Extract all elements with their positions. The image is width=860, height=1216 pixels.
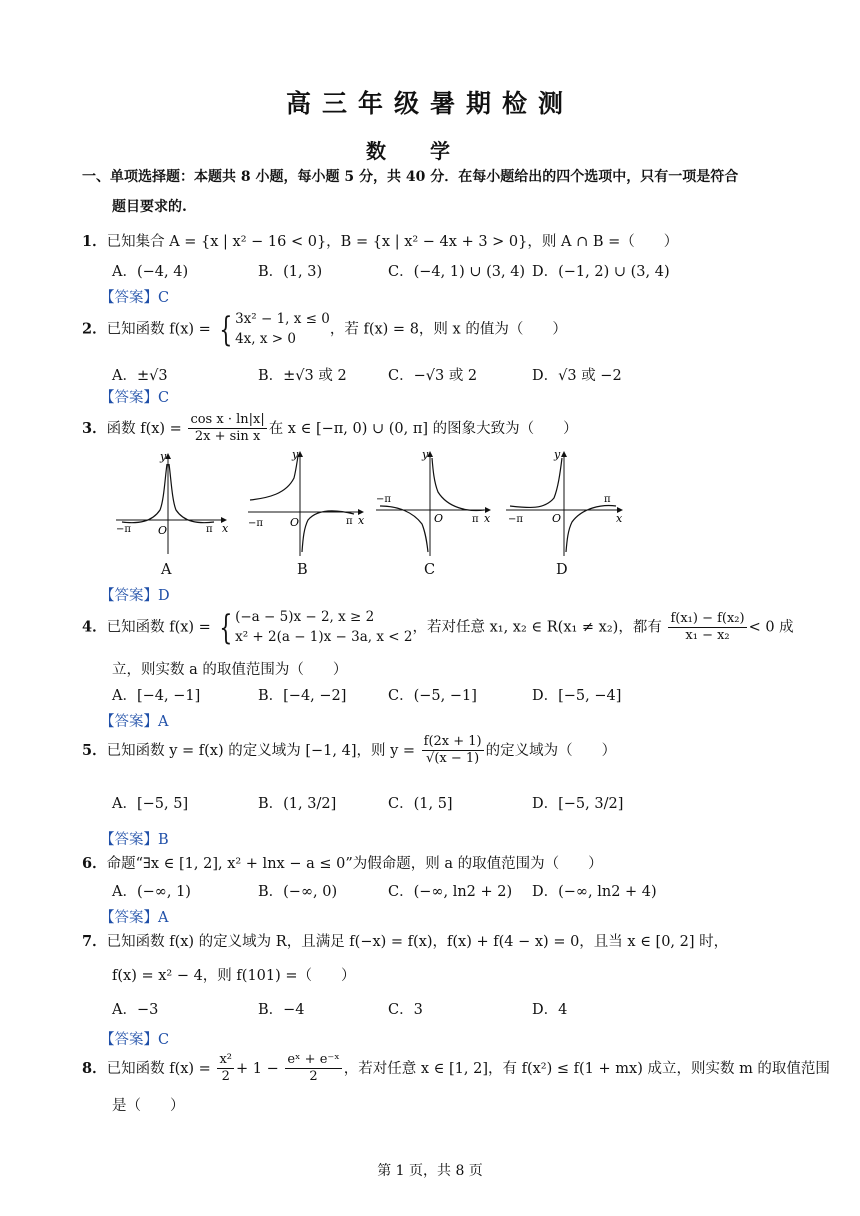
option-b: B．[−4, −2]: [258, 688, 347, 704]
answer-value: D: [158, 588, 170, 604]
axis-label: x: [616, 512, 623, 525]
fraction-denominator: 2x + sin x: [194, 429, 261, 445]
question-4-cont: 立，则实数 a 的取值范围为（ ）: [112, 662, 348, 678]
question-2: [82, 310, 567, 349]
question-7: [82, 930, 728, 951]
axis-label: y: [422, 448, 429, 461]
brace-symbol: {: [219, 309, 233, 350]
axis-label: x: [222, 522, 229, 535]
fraction-numerator: f(2x + 1): [422, 734, 484, 751]
fraction-numerator: eˣ + e⁻ˣ: [285, 1052, 341, 1069]
question-7-cont: f(x) = x² − 4，则 f(101) =（ ）: [112, 968, 356, 984]
fraction: [217, 1052, 234, 1086]
option-c: C．3: [388, 1002, 423, 1018]
question-number: 6．: [82, 855, 107, 872]
question-number: 7．: [82, 933, 107, 950]
brace-symbol: {: [219, 607, 233, 648]
option-c: C．(1, 5]: [388, 796, 453, 812]
question-3: [82, 412, 578, 446]
axis-label: −π: [508, 514, 523, 525]
fraction-numerator: x²: [217, 1052, 234, 1069]
axis-label: x: [358, 514, 365, 527]
question-number: 1．: [82, 233, 107, 250]
option-d: D．(−1, 2) ∪ (3, 4): [532, 264, 670, 280]
answer-label: 【答案】: [100, 390, 158, 406]
question-stem: 已知函数 f(x) =: [106, 619, 211, 636]
axis-label: y: [292, 448, 299, 461]
option-b: B．−4: [258, 1002, 305, 1018]
answer-value: C: [158, 290, 170, 306]
case-2: x² + 2(a − 1)x − 3a, x < 2: [235, 628, 413, 645]
axis-label: y: [160, 450, 167, 463]
question-number: 5．: [82, 741, 107, 759]
option-b: B．±√3 或 2: [258, 368, 347, 384]
question-stem: 已知函数 f(x) =: [106, 321, 211, 338]
answer-label: 【答案】: [100, 588, 158, 604]
question-stem-mid: ，若对任意 x₁, x₂ ∈ R(x₁ ≠ x₂)，都有: [412, 619, 662, 636]
axis-label: O: [290, 516, 300, 529]
option-d: D．√3 或 −2: [532, 368, 622, 384]
graph-label-c: C: [424, 562, 436, 578]
graph-label-b: B: [297, 562, 308, 578]
option-a: A．[−4, −1]: [112, 688, 201, 704]
option-d: D．[−5, 3/2]: [532, 796, 624, 812]
question-stem: 已知函数 f(x) 的定义域为 R，且满足 f(−x) = f(x)，f(x) + f(4 − x) = 0，且当 x ∈ [0, 2] 时，: [106, 934, 729, 950]
graph-label-d: D: [556, 562, 568, 578]
option-c: C．(−4, 1) ∪ (3, 4): [388, 264, 526, 280]
graph-label-a: A: [161, 562, 172, 578]
graph-a: [116, 450, 229, 554]
fraction: [285, 1052, 341, 1086]
question-1: [82, 230, 678, 251]
option-c: C．−√3 或 2: [388, 368, 478, 384]
axis-label: π: [206, 524, 213, 535]
fraction: [668, 611, 746, 645]
axis-label: π: [604, 494, 611, 505]
page-title: 高三年级暑期检测: [285, 89, 574, 118]
option-d: D．[−5, −4]: [532, 688, 622, 704]
answer-value: C: [158, 390, 170, 406]
axis-label: −π: [116, 524, 131, 535]
question-stem: 函数 f(x) =: [106, 420, 182, 437]
page-footer: 第 1 页，共 8 页: [377, 1163, 483, 1179]
question-number: 3．: [82, 419, 107, 437]
question-stem-end: 在 x ∈ [−π, 0) ∪ (0, π] 的图象大致为（ ）: [268, 420, 578, 437]
answer-label: 【答案】: [100, 910, 158, 926]
question-6: [82, 852, 603, 873]
answer-label: 【答案】: [100, 290, 158, 306]
axis-label: x: [484, 512, 491, 525]
question-stem-end: ，若对任意 x ∈ [1, 2]，有 f(x²) ≤ f(1 + mx) 成立，则实数 m 的取值范围: [343, 1060, 830, 1077]
piecewise-cases: [235, 608, 412, 647]
answer-label: 【答案】: [100, 1032, 158, 1048]
axis-label: −π: [376, 494, 391, 505]
question-stem-end: ，若 f(x) = 8，则 x 的值为（ ）: [329, 321, 567, 338]
question-8: [82, 1052, 830, 1086]
fraction-denominator: √(x − 1): [426, 751, 480, 767]
answer-6: [100, 906, 168, 927]
question-number: 8．: [82, 1059, 107, 1077]
graph-d: [506, 448, 623, 556]
question-4: [82, 608, 794, 647]
fraction-denominator: x₁ − x₂: [685, 628, 730, 644]
answer-4: [100, 710, 168, 731]
option-a: A．−3: [112, 1002, 159, 1018]
question-number: 4．: [82, 618, 107, 636]
fraction-numerator: f(x₁) − f(x₂): [668, 611, 746, 628]
axis-label: π: [346, 516, 353, 527]
answer-5: [100, 828, 169, 849]
subject-title: 数学: [366, 139, 494, 163]
case-2: 4x, x > 0: [235, 330, 296, 347]
question-stem: 已知函数 y = f(x) 的定义域为 [−1, 4]，则 y =: [106, 742, 416, 759]
option-a: A．±√3: [112, 368, 168, 384]
answer-3: [100, 584, 170, 605]
option-b: B．(1, 3): [258, 264, 323, 280]
question-stem-end: < 0 成: [748, 619, 794, 636]
axis-label: O: [552, 512, 562, 525]
answer-label: 【答案】: [100, 714, 158, 730]
section-heading: 一、单项选择题：本题共 8 小题，每小题 5 分，共 40 分．在每小题给出的四个选项中，只有一项是符合: [82, 169, 739, 185]
graph-options: [108, 448, 628, 560]
answer-2: [100, 386, 169, 407]
question-stem: 已知函数 f(x) =: [106, 1060, 211, 1077]
option-b: B．(1, 3/2]: [258, 796, 337, 812]
case-1: (−a − 5)x − 2, x ≥ 2: [235, 609, 375, 625]
axis-label: O: [158, 524, 168, 537]
piecewise-cases: [235, 310, 330, 349]
answer-label: 【答案】: [100, 832, 158, 848]
fraction-numerator: cos x · ln|x|: [188, 412, 266, 429]
option-c: C．(−∞, ln2 + 2): [388, 884, 513, 900]
question-number: 2．: [82, 320, 107, 338]
axis-label: −π: [248, 518, 263, 529]
answer-value: B: [158, 832, 169, 848]
question-stem: 已知集合 A = {x | x² − 16 < 0}，B = {x | x² − 4x + 3 > 0}，则 A ∩ B =（ ）: [106, 234, 679, 250]
axis-label: y: [554, 448, 561, 461]
graph-c: [376, 448, 491, 556]
fraction-denominator: 2: [309, 1069, 318, 1085]
answer-7: [100, 1028, 169, 1049]
axis-label: O: [434, 512, 444, 525]
option-a: A．(−∞, 1): [112, 884, 191, 900]
option-d: D．(−∞, ln2 + 4): [532, 884, 657, 900]
fraction: [422, 734, 484, 768]
answer-1: [100, 286, 169, 307]
operator-text: + 1 −: [235, 1060, 279, 1077]
question-5: [82, 734, 616, 768]
fraction-denominator: 2: [221, 1069, 230, 1085]
option-a: A．(−4, 4): [112, 264, 189, 280]
option-b: B．(−∞, 0): [258, 884, 338, 900]
axis-label: π: [472, 514, 479, 525]
answer-value: C: [158, 1032, 170, 1048]
option-c: C．(−5, −1]: [388, 688, 477, 704]
option-a: A．[−5, 5]: [112, 796, 189, 812]
answer-value: A: [158, 714, 169, 730]
case-1: 3x² − 1, x ≤ 0: [235, 311, 330, 327]
answer-value: A: [158, 910, 169, 926]
question-8-cont: 是（ ）: [112, 1098, 185, 1114]
question-stem: 命题“∃x ∈ [1, 2], x² + lnx − a ≤ 0”为假命题，则 a 的取值范围为（ ）: [106, 856, 603, 872]
graph-b: [248, 448, 365, 556]
question-stem-end: 的定义域为（ ）: [485, 742, 617, 759]
option-d: D．4: [532, 1002, 568, 1018]
section-heading-cont: 题目要求的.: [112, 199, 187, 215]
fraction: [188, 412, 266, 446]
